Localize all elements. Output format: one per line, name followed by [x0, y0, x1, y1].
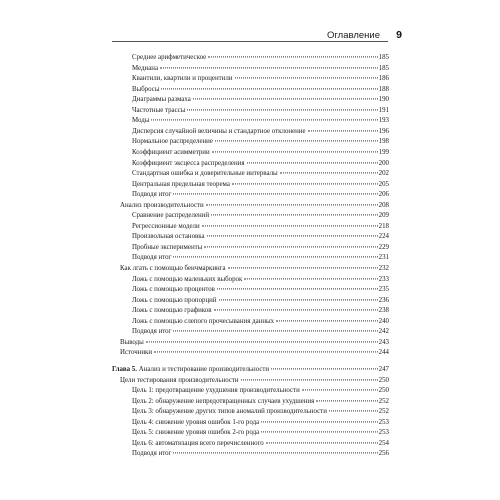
- toc-entry-label: Подводя итог: [132, 254, 172, 262]
- toc-chapter-title: Анализ и тестирование производительности: [138, 365, 270, 373]
- toc-page-number: 256: [378, 450, 389, 458]
- toc-entry-label: Подводя итог: [132, 450, 172, 458]
- toc-subsection-entry: [132, 180, 389, 191]
- toc-subsection-entry: [132, 397, 389, 408]
- toc-leader-dots: [151, 120, 377, 121]
- toc-entry-label: Цель 5: снижение уровня ошибок 2-го рода: [132, 429, 260, 437]
- toc-entry-label: Частотные трассы: [132, 106, 186, 114]
- toc-subsection-entry: [132, 285, 389, 296]
- toc-subsection-entry: [132, 317, 389, 328]
- toc-entry-label: Произвольная остановка: [132, 233, 205, 241]
- toc-page-number: 209: [378, 212, 389, 220]
- toc-page-number: 253: [378, 418, 389, 426]
- toc-section-entry: [120, 201, 389, 212]
- toc-leader-dots: [173, 331, 377, 332]
- toc-leader-dots: [215, 141, 378, 142]
- toc-entry-label: Ложь с помощью процентов: [132, 286, 215, 294]
- toc-page-number: 231: [378, 254, 389, 262]
- toc-entry-label: [112, 365, 270, 375]
- toc-subsection-entry: [132, 106, 389, 117]
- toc-leader-dots: [271, 368, 378, 369]
- toc-subsection-entry: [132, 211, 389, 222]
- toc-subsection-entry: [132, 407, 389, 418]
- toc-entry-label: Анализ производительности: [120, 201, 204, 209]
- toc-leader-dots: [232, 183, 378, 184]
- toc-entry-label: Квантили, квартили и процентили: [132, 75, 233, 83]
- toc-page-number: 236: [378, 296, 389, 304]
- toc-subsection-entry: [132, 116, 389, 127]
- toc-page-number: 252: [378, 408, 389, 416]
- toc-subsection-entry: [132, 253, 389, 264]
- toc-subsection-entry: [132, 418, 389, 429]
- toc-subsection-entry: [132, 449, 389, 460]
- toc-subsection-entry: [132, 243, 389, 254]
- toc-subsection-entry: [132, 386, 389, 397]
- toc-leader-dots: [160, 67, 378, 68]
- toc-subsection-entry: [132, 159, 389, 170]
- toc-entry-label: Центральная предельная теорема: [132, 180, 230, 188]
- toc-page-number: 244: [378, 349, 389, 357]
- toc-page-number: 243: [378, 338, 389, 346]
- toc-subsection-entry: [132, 439, 389, 450]
- toc-page-number: 200: [378, 159, 389, 167]
- toc-entry-label: Цель 2: обнаружение непредотвращенных случаев ухудшения: [132, 397, 315, 405]
- toc-section-entry: [120, 338, 389, 349]
- toc-page-number: 233: [378, 275, 389, 283]
- toc-section-entry: [120, 264, 389, 275]
- toc-leader-dots: [212, 151, 378, 152]
- toc-entry-label: Цели тестирования производительности: [120, 376, 239, 384]
- toc-leader-dots: [173, 453, 377, 454]
- toc-entry-label: Как лгать с помощью бенчмаркинга: [120, 265, 226, 272]
- toc-leader-dots: [146, 341, 378, 342]
- toc-page-number: 253: [378, 429, 389, 437]
- toc-page-number: 218: [378, 222, 389, 230]
- toc-entry-label: Выбросы: [132, 85, 160, 93]
- toc-subsection-entry: [132, 64, 389, 75]
- toc-page-number: 247: [378, 365, 389, 373]
- toc-subsection-entry: [132, 137, 389, 148]
- running-header: [0, 0, 500, 40]
- toc-page-number: 232: [378, 265, 389, 272]
- toc-page-number: 242: [378, 328, 389, 336]
- toc-entry-label: Ложь с помощью графиков: [132, 307, 212, 315]
- toc-leader-dots: [228, 267, 378, 268]
- toc-entry-label: Медиана: [132, 64, 159, 72]
- toc-leader-dots: [219, 299, 378, 300]
- toc-leader-dots: [217, 288, 378, 289]
- toc-page-number: 238: [378, 307, 389, 315]
- toc-entry-label: Сравнение распределений: [132, 212, 210, 220]
- toc-chapter-number: Глава 5.: [112, 365, 137, 373]
- toc-leader-dots: [206, 204, 378, 205]
- toc-leader-dots: [247, 162, 378, 163]
- toc-leader-dots: [173, 194, 377, 195]
- toc-entry-label: Стандартная ошибка и доверительные интервалы: [132, 170, 278, 178]
- toc-subsection-entry: [132, 169, 389, 180]
- toc-page-number: 185: [378, 64, 389, 72]
- toc-page-number: 240: [378, 317, 389, 325]
- toc-page-number: 198: [378, 138, 389, 146]
- toc-entry-label: Цель 4: снижение уровня ошибок 1-го рода: [132, 418, 260, 426]
- toc-entry-label: Дисперсия случайной величины и стандартное отклонение: [132, 127, 306, 135]
- toc-page-number: 205: [378, 180, 389, 188]
- toc-page-number: 252: [378, 397, 389, 405]
- toc-page-number: 191: [378, 106, 389, 114]
- toc-entry-label: Источники: [120, 349, 153, 357]
- toc-section-entry: [120, 376, 389, 387]
- toc-page-number: 208: [378, 201, 389, 209]
- toc-leader-dots: [266, 442, 378, 443]
- toc-page-number: 235: [378, 286, 389, 294]
- toc-leader-dots: [302, 389, 378, 390]
- toc-entry-label: Пробные эксперименты: [132, 243, 203, 251]
- toc-page-number: 188: [378, 85, 389, 93]
- toc-page-number: 206: [378, 191, 389, 199]
- toc-entry-label: Коэффициент эксцесса распределения: [132, 159, 245, 167]
- toc-entry-label: Цель 3: обнаружение других типов аномалий производительности: [132, 408, 327, 416]
- toc-page-number: 199: [378, 148, 389, 156]
- toc-entry-label: Нормальное распределение: [132, 138, 213, 146]
- toc-leader-dots: [308, 130, 378, 131]
- toc-entry-label: Выводы: [120, 338, 144, 346]
- toc-page-number: 185: [378, 54, 389, 61]
- toc-entry-label: Цель 6: автоматизация всего перечисленного: [132, 439, 264, 447]
- toc-entry-label: Коэффициент асимметрии: [132, 148, 210, 156]
- toc-subsection-entry: [132, 95, 389, 106]
- toc-section-entry: [120, 348, 389, 359]
- toc-leader-dots: [316, 400, 377, 401]
- toc-leader-dots: [214, 310, 378, 311]
- toc-leader-dots: [276, 320, 378, 321]
- toc-page-number: 250: [378, 387, 389, 395]
- toc-entry-label: Среднее арифметическое: [132, 54, 207, 61]
- toc-leader-dots: [329, 411, 378, 412]
- toc-entry-label: Подводя итог: [132, 191, 172, 199]
- toc-page-number: 229: [378, 243, 389, 251]
- toc-page-number: 250: [378, 376, 389, 384]
- toc-entry-label: Ложь с помощью пропорций: [132, 296, 217, 304]
- toc-subsection-entry: [132, 306, 389, 317]
- toc-leader-dots: [241, 379, 378, 380]
- toc-leader-dots: [202, 225, 378, 226]
- toc-leader-dots: [244, 278, 377, 279]
- toc-leader-dots: [154, 352, 378, 353]
- toc-entry-label: Подводя итог: [132, 328, 172, 336]
- toc-subsection-entry: [132, 327, 389, 338]
- toc-leader-dots: [208, 56, 378, 57]
- toc-page-number: 193: [378, 117, 389, 125]
- toc-chapter-entry: [112, 365, 389, 376]
- toc-leader-dots: [261, 421, 377, 422]
- page-number: 9: [396, 29, 402, 41]
- toc-subsection-entry: [132, 190, 389, 201]
- toc-entry-label: Ложь с помощью слепого прочесывания данных: [132, 317, 275, 325]
- toc-leader-dots: [173, 257, 377, 258]
- toc-subsection-entry: [132, 222, 389, 233]
- toc-leader-dots: [261, 432, 377, 433]
- toc-entry-label: Цель 1: предотвращение ухудшения производительности: [132, 387, 300, 395]
- toc-leader-dots: [207, 236, 378, 237]
- toc-subsection-entry: [132, 85, 389, 96]
- toc-leader-dots: [161, 88, 377, 89]
- toc-page-number: 202: [378, 170, 389, 178]
- toc-subsection-entry: [132, 53, 389, 64]
- toc-entry-label: Ложь с помощью маленьких выборок: [132, 275, 243, 283]
- toc-subsection-entry: [132, 148, 389, 159]
- toc-entry-label: Регрессионные модели: [132, 222, 200, 230]
- toc-leader-dots: [211, 215, 378, 216]
- toc-entry-label: Моды: [132, 117, 150, 125]
- toc-page-number: 254: [378, 439, 389, 447]
- toc-leader-dots: [204, 246, 377, 247]
- toc-leader-dots: [235, 77, 378, 78]
- header-rule: [112, 41, 388, 42]
- toc-subsection-entry: [132, 296, 389, 307]
- toc-leader-dots: [280, 172, 378, 173]
- toc-leader-dots: [193, 99, 378, 100]
- toc-page-number: 186: [378, 75, 389, 83]
- toc-subsection-entry: [132, 74, 389, 85]
- toc-page-number: 196: [378, 127, 389, 135]
- toc-subsection-entry: [132, 275, 389, 286]
- toc-subsection-entry: [132, 428, 389, 439]
- toc-entry-label: Диаграммы размаха: [132, 96, 191, 104]
- toc-page-number: 224: [378, 233, 389, 241]
- toc-leader-dots: [187, 109, 377, 110]
- toc-subsection-entry: [132, 232, 389, 243]
- toc-page-number: 190: [378, 96, 389, 104]
- toc-subsection-entry: [132, 127, 389, 138]
- running-header-title: Оглавление: [327, 30, 380, 41]
